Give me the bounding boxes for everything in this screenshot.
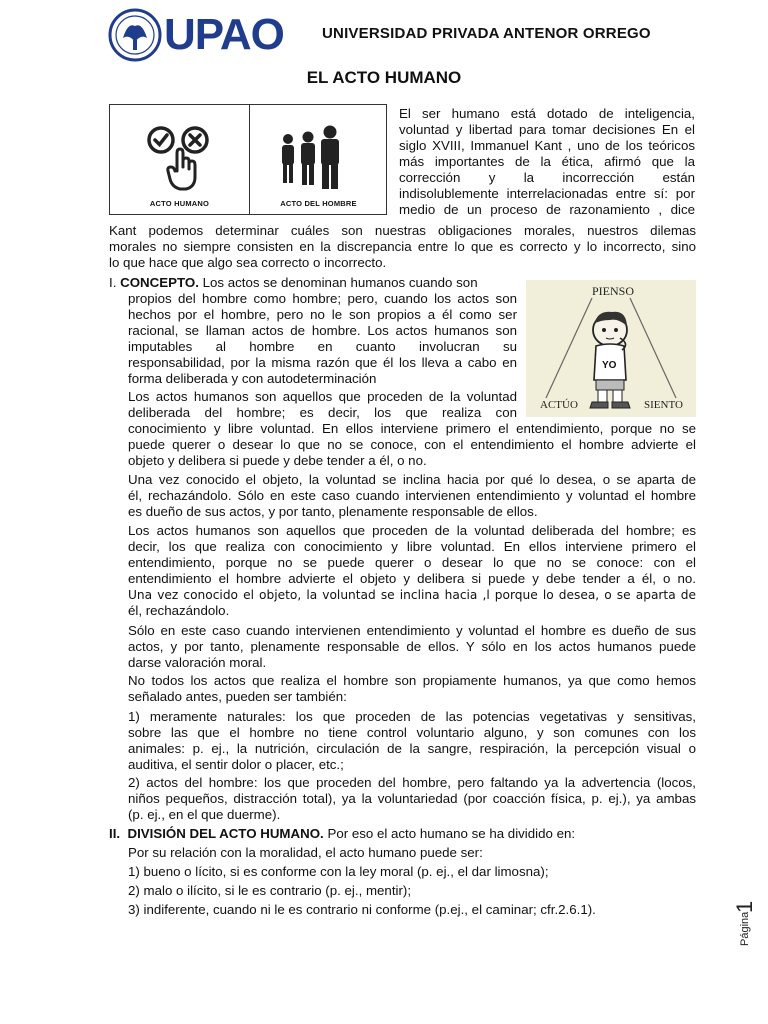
actuo-label: ACTÚO (540, 399, 578, 411)
document-title: EL ACTO HUMANO (306, 68, 462, 87)
text-line: Los actos humanos son aquellos que proceden de la voluntad (128, 389, 517, 404)
text-line: actos, y por tanto, plenamente responsable de ellos. Y sólo en los actos humanos puede (128, 639, 696, 654)
text-line: 1) bueno o lícito, si es conforme con la ley moral (p. ej., el dar limosna); (128, 864, 549, 879)
text-line: Kant podemos determinar cuáles son nuestras obligaciones morales, nuestros dilemas (109, 223, 696, 238)
intro-paragraph-top (399, 106, 695, 218)
text-line: auditiva, el sentir dolor o placer, etc.; (128, 757, 344, 772)
text-line: (p. ej., en el que duerme). (128, 807, 281, 822)
figure-divider (249, 105, 250, 214)
text-line: 1) meramente naturales: los que proceden de las potencias vegetativas y sensitivas, (128, 709, 696, 724)
text-line: voluntad y libertad para tomar decisiones En el (399, 122, 695, 137)
section-number: I. (109, 275, 117, 290)
text-line: animales: p. ej., la nutrición, circulación de la sangre, respiración, la percepción visual o (128, 741, 696, 756)
paragraph-6 (128, 673, 696, 705)
hand-choice-icon (144, 123, 216, 193)
text-line: lo que hace que algo sea correcto o incorrecto. (109, 255, 387, 270)
thinking-boy-icon (526, 280, 696, 417)
text-line: 2) actos del hombre: los que proceden del hombre, pero faltando ya la advertencia (locos, (128, 775, 696, 790)
section-heading: DIVISIÓN DEL ACTO HUMANO. (127, 826, 324, 841)
text-line: objeto y delibera si puede y debe tender a él, o no. (128, 453, 427, 468)
text-line: él, rechazándolo. Sólo en este caso cuando intervienen entendimiento y voluntad el hombre (128, 488, 696, 503)
paragraph-3 (128, 472, 696, 520)
text-line: más importantes de la ética, afirmó que la (399, 154, 695, 169)
text-line: Los actos se denominan humanos cuando son (198, 275, 478, 290)
people-group-icon (278, 125, 358, 189)
page-number (733, 888, 755, 948)
siento-label: SIENTO (644, 399, 683, 411)
text-line: responsabilidad, por la misma razón que él los lleva a cabo en (128, 355, 517, 370)
section-heading: CONCEPTO. (120, 275, 199, 290)
figure-caption-acto-del-hombre: ACTO DEL HOMBRE (280, 199, 357, 208)
section-1-heading-line (109, 275, 519, 291)
text-line: Sólo en este caso cuando intervienen entendimiento y voluntad el hombre es dueño de sus (128, 623, 696, 638)
list-item-1 (128, 709, 696, 773)
figure-caption-acto-humano: ACTO HUMANO (149, 199, 210, 208)
shirt-label: YO (602, 360, 617, 371)
section-1-concept (128, 291, 517, 387)
text-line: El ser humano está dotado de inteligencia, (399, 106, 695, 121)
acts-figure (109, 104, 387, 215)
text-line: 3) indiferente, cuando ni le es contrario ni conforme (p.ej., el caminar; cfr.2.6.1). (128, 902, 596, 917)
text-line: él, rechazándolo. (128, 603, 230, 618)
list-item-2 (128, 775, 696, 823)
text-line: corrección y la incorrección están (399, 170, 695, 185)
text-line: puede querer o desear lo que no se conoce, con el entendimiento el hombre advierte el (128, 437, 696, 452)
text-line: darse valoración moral. (128, 655, 267, 670)
text-line: es dueño de sus actos, y por tanto, plenamente responsable de ellos. (128, 504, 538, 519)
text-line: propios del hombre como hombre; pero, cuando los actos son (128, 291, 517, 306)
paragraph-2-bottom (128, 421, 696, 469)
text-line: Una vez conocido el objeto, la voluntad se inclina hacia ,l porque lo desea, o se aparta de (128, 588, 696, 602)
text-line: Por su relación con la moralidad, el acto humano puede ser: (128, 845, 483, 860)
university-logo (108, 6, 284, 64)
page-label: Página (739, 911, 751, 946)
paragraph-5 (128, 623, 696, 671)
text-line: indisolublemente interrelacionadas entre sí: por (399, 186, 695, 201)
text-line: medio de un proceso de razonamiento , dice (399, 202, 695, 217)
page-number-value: 1 (732, 900, 757, 913)
text-line: deliberada del hombre; es decir, los que realiza con (128, 405, 517, 420)
text-line: hechos por el hombre, pero no le son propios a él como ser (128, 307, 517, 322)
text-line: entendimiento el hombre advierte el objeto y delibera si puede y debe tender a él, o no. (128, 571, 696, 586)
pienso-label: PIENSO (592, 284, 635, 298)
text-line: racional, se llaman actos de hombre. Los actos humanos son (128, 323, 517, 338)
text-line: 2) malo o ilícito, si le es contrario (p. ej., mentir); (128, 883, 412, 898)
text-line: Los actos humanos son aquellos que proceden de la voluntad deliberada del hombre; es (128, 523, 696, 538)
paragraph-2-top (128, 389, 517, 421)
text-line: conocimiento y libre voluntad. En ellos interviene primero el entendimiento, porque no se (128, 421, 696, 436)
text-line: niños pequeños, distracción total), ya la voluntariedad (por coacción física, p. ej.), ya ambas (128, 791, 696, 806)
text-line: forma deliberada y con autodeterminación (128, 371, 377, 386)
text-line: sobre las que el hombre no tiene control voluntario alguno, y son comunes con los (128, 725, 696, 740)
paragraph-4 (128, 523, 696, 619)
section-2-list (128, 845, 698, 918)
text-line: Por eso el acto humano se ha dividido en: (323, 826, 576, 841)
text-line: morales no siempre consisten en la discrepancia entre lo que es correcto y lo incorrecto, sino (109, 239, 696, 254)
intro-paragraph-bottom (109, 223, 696, 271)
logo-text: UPAO (164, 10, 284, 59)
text-line: No todos los actos que realiza el hombre son propiamente humanos, ya que como hemos (128, 673, 696, 688)
text-line: señalado antes, pueden ser también: (128, 689, 347, 704)
section-2-heading-line (109, 826, 699, 842)
text-line: siglo XVIII, Immanuel Kant , uno de los teóricos (399, 138, 695, 153)
text-line: Una vez conocido el objeto, la voluntad se inclina hacia por qué lo desea, o se aparta de (128, 472, 696, 487)
text-line: entendimiento, porque no se puede querer o desear lo que no se conoce: con el (128, 555, 696, 570)
section-number: II. (109, 826, 121, 841)
university-seal-icon (108, 8, 162, 62)
text-line: imputables al hombre en cuanto involucran su (128, 339, 517, 354)
text-line: decir, los que realiza con conocimiento y libre voluntad. En ellos interviene primero el (128, 539, 696, 554)
pienso-illustration (526, 280, 696, 417)
university-name: UNIVERSIDAD PRIVADA ANTENOR ORREGO (322, 25, 651, 42)
